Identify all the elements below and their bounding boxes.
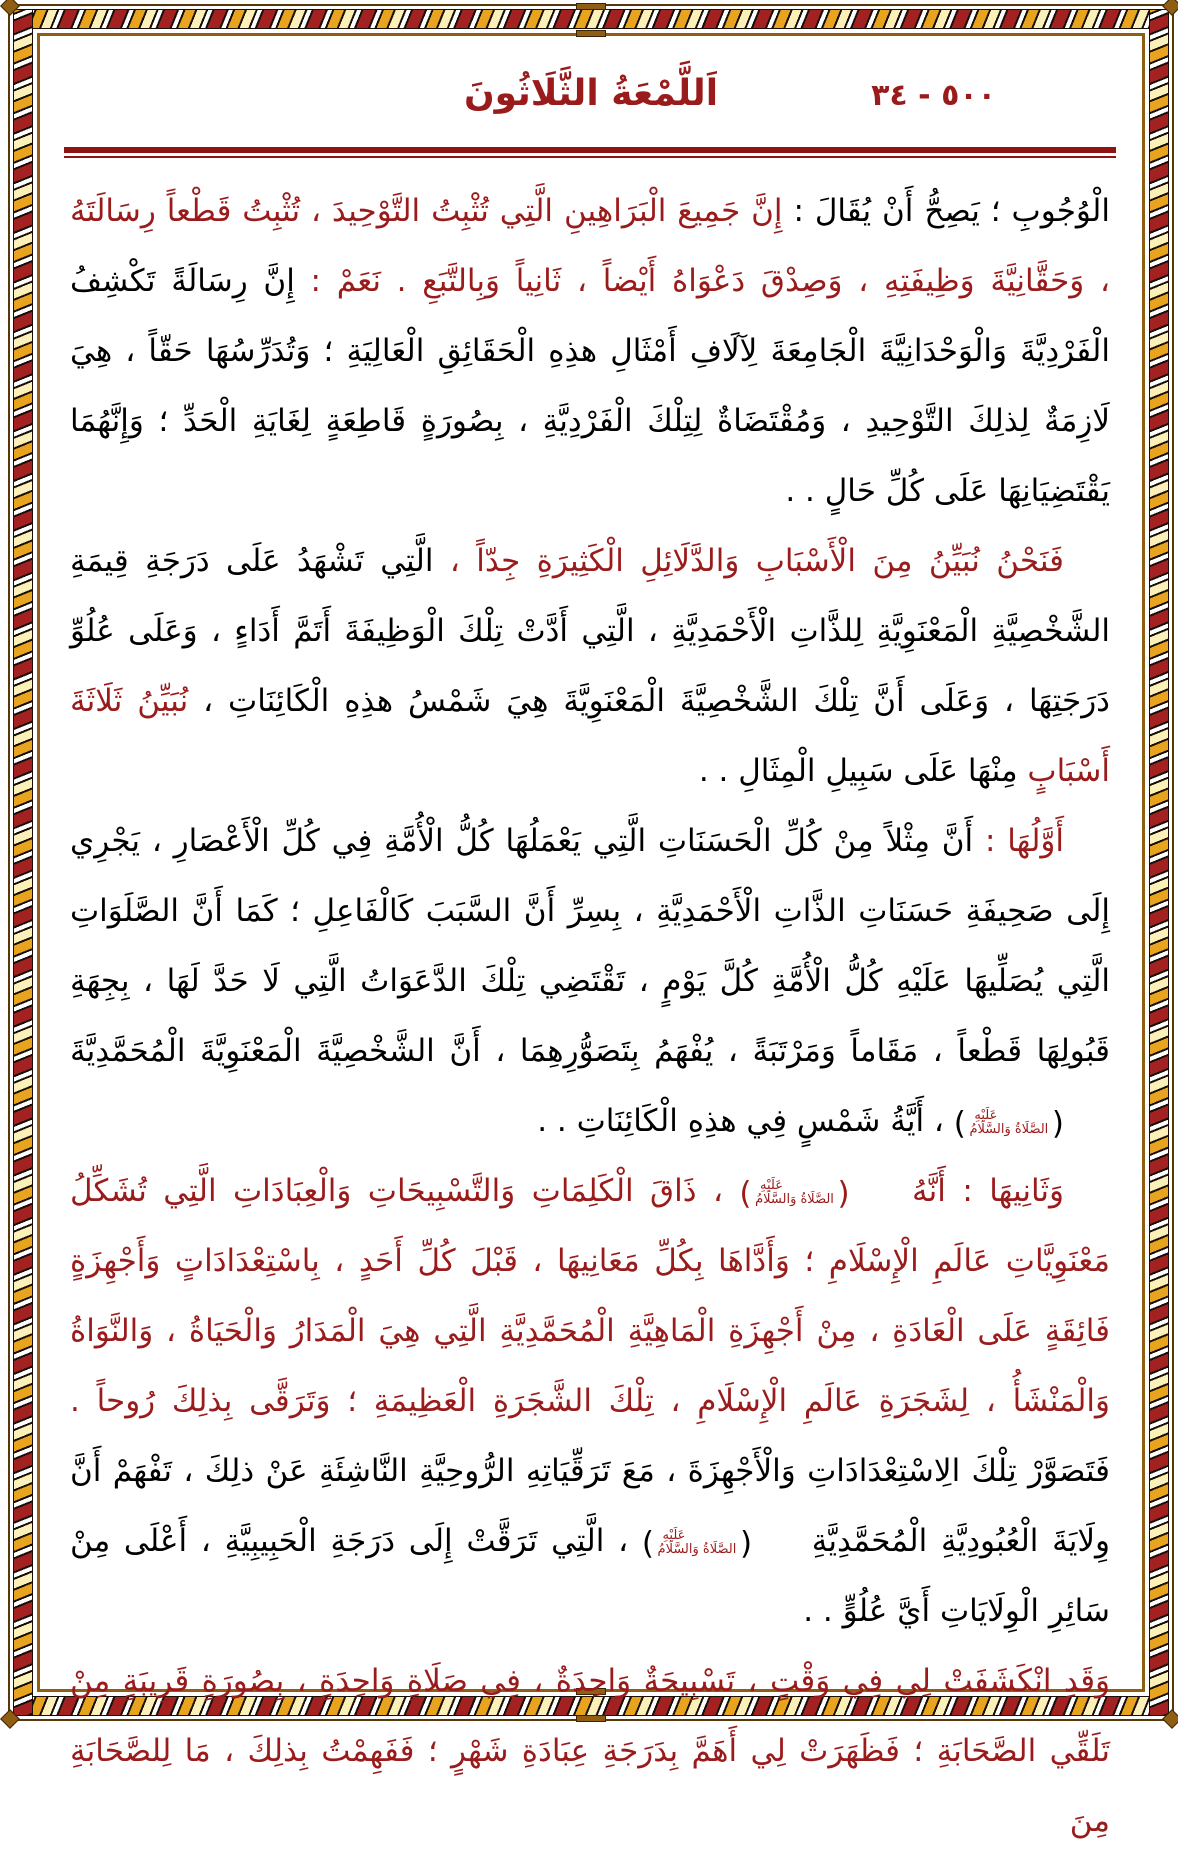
- paragraph: [70, 176, 1110, 526]
- frame-braid-left: [13, 9, 33, 1716]
- seal-close-paren: ): [641, 1525, 654, 1562]
- text-segment: وَقَدِ انْكَشَفَتْ لِي فِي وَقْتٍ ، تَسْبِيحَةٌ وَاحِدَةٌ ، فِي صَلَاةٍ وَاحِدَةٍ ، بِصُورَةٍ قَرِيبَةٍ مِنْ تَلَقِّي الصَّحَابَةِ ؛ فَظَهَرَتْ لِي أَهَمَّ بِدَرَجَةِ عِبَادَةِ شَهْرٍ ؛ فَفَهِمْتُ بِذلِكَ ، مَا لِلصَّحَابَةِ مِنَ: [70, 1663, 1110, 1839]
- paragraph: [70, 806, 1110, 1156]
- page-number: ٥٠٠ - ٣٤: [871, 78, 996, 113]
- text-segment: وَثَانِيهَا : أَنَّهُ: [895, 1173, 1064, 1209]
- text-segment: الَّتِي تَشْهَدُ عَلَى دَرَجَةِ قِيمَةِ الشَّخْصِيَّةِ الْمَعْنَوِيَّةِ لِلذَّاتِ الْأَحْمَدِيَّةِ ، الَّتِي أَدَّتْ تِلْكَ الْوَظِيفَةَ أَتَمَّ أَدَاءٍ ، وَعَلَى عُلُوِّ دَرَجَتِهَا ، وَعَلَى أَنَّ تِلْكَ الشَّخْصِيَّةَ الْمَعْنَوِيَّةَ هِيَ شَمْسُ هذِهِ الْكَائِنَاتِ ،: [70, 543, 1110, 719]
- paragraph: [70, 1156, 1110, 1646]
- text-segment: ، الَّتِي تَرَقَّتْ إِلَى دَرَجَةِ الْحَبِيبِيَّةِ ، أَعْلَى مِنْ سَائِرِ الْوِلَايَاتِ أَيَّ عُلُوٍّ . .: [70, 1523, 1110, 1629]
- seal-open-paren: (: [837, 1175, 850, 1212]
- honorific-text: عَلَيْهِ الصَّلَاةُ وَالسَّلَامُ: [969, 1108, 1049, 1138]
- seal-close-paren: ): [739, 1175, 752, 1212]
- frame-center-tab: [576, 30, 606, 37]
- honorific-seal: [954, 1104, 1110, 1142]
- body-text: [70, 176, 1111, 1839]
- divider-thick-rule: [64, 147, 1116, 153]
- text-segment: الْوُجُوبِ ؛ يَصِحُّ أَنْ يُقَالَ :: [782, 193, 1110, 229]
- paragraph: [70, 1646, 1110, 1856]
- honorific-text: عَلَيْهِ الصَّلَاةُ وَالسَّلَامُ: [657, 1528, 737, 1558]
- text-segment: إِنَّ رِسَالَةً تَكْشِفُ الْفَرْدِيَّةَ وَالْوَحْدَانِيَّةَ الْجَامِعَةَ لِآلَافِ أَمْثَالِ هذِهِ الْحَقَائِقِ الْعَالِيَةِ ؛ وَتُدَرِّسُهَا حَقّاً ، هِيَ لَازِمَةٌ لِذلِكَ التَّوْحِيدِ ، وَمُقْتَضَاةٌ لِتِلْكَ الْفَرْدِيَّةِ ، بِصُورَةٍ قَاطِعَةٍ لِغَايَةِ الْحَدِّ ؛ وَإِنَّهُمَا يَقْتَضِيَانِهَا عَلَى كُلِّ حَالٍ . .: [70, 263, 1110, 509]
- text-segment: إِنَّ جَمِيعَ الْبَرَاهِينِ الَّتِي تُثْبِتُ التَّوْحِيدَ ، تُثْبِتُ قَطْعاً رِسَالَتَهُ ، وَحَقَّانِيَّةَ وَظِيفَتِهِ ، وَصِدْقَ دَعْوَاهُ أَيْضاً ، ثَانِياً وَبِالتَّبَعِ . نَعَمْ :: [70, 193, 1110, 299]
- paragraph: [70, 526, 1110, 806]
- seal-open-paren: (: [739, 1525, 753, 1562]
- seal-open-paren: (: [1051, 1105, 1064, 1142]
- text-segment: ، ذَاقَ الْكَلِمَاتِ وَالتَّسْبِيحَاتِ وَالْعِبَادَاتِ الَّتِي تُشَكِّلُ مَعْنَوِيَّاتِ عَالَمِ الْإِسْلَامِ ؛ وَأَدَّاهَا بِكُلِّ مَعَانِيهَا ، قَبْلَ كُلِّ أَحَدٍ ، بِاسْتِعْدَادَاتٍ وَأَجْهِزَةٍ فَائِقَةٍ عَلَى الْعَادَةِ ، مِنْ أَجْهِزَةِ الْمَاهِيَّةِ الْمُحَمَّدِيَّةِ الَّتِي هِيَ الْمَدَارُ وَالْحَيَاةُ ، وَالنَّوَاةُ وَالْمَنْشَأُ ، لِشَجَرَةِ عَالَمِ الْإِسْلَامِ ، تِلْكَ الشَّجَرَةِ الْعَظِيمَةِ ؛ وَتَرَقَّى بِذلِكَ رُوحاً .: [70, 1173, 1110, 1419]
- seal-close-paren: ): [953, 1105, 966, 1142]
- frame-center-tab: [576, 3, 606, 10]
- honorific-text: عَلَيْهِ الصَّلَاةُ وَالسَّلَامُ: [755, 1178, 834, 1208]
- divider-thin-rule: [64, 156, 1116, 158]
- page-title: اَللَّمْعَةُ الثَّلَاثُونَ: [463, 73, 719, 114]
- frame-braid-right: [1149, 9, 1169, 1716]
- text-segment: ، أَيَّةُ شَمْسٍ فِي هذِهِ الْكَائِنَاتِ . .: [537, 1103, 954, 1139]
- honorific-seal: [642, 1524, 798, 1562]
- book-page: [4, 0, 1178, 1839]
- text-segment: فَتَصَوَّرْ تِلْكَ الِاسْتِعْدَادَاتِ وَالْأَجْهِزَةَ ، مَعَ تَرَقِّيَاتِهِ الرُّوحِيَّةِ النَّاشِئَةِ عَنْ ذلِكَ ، تَفْهَمْ أَنَّ وِلَايَةَ الْعُبُودِيَّةِ الْمُحَمَّدِيَّةِ: [70, 1453, 1111, 1559]
- text-segment: مِنْهَا عَلَى سَبِيلِ الْمِثَالِ . .: [698, 753, 1018, 789]
- text-segment: فَنَحْنُ نُبَيِّنُ مِنَ الْأَسْبَابِ وَالدَّلَائِلِ الْكَثِيرَةِ جِدّاً ،: [433, 543, 1064, 579]
- text-segment: أَوَّلُهَا :: [973, 823, 1064, 859]
- text-segment: نُبَيِّنُ ثَلَاثَةَ أَسْبَابٍ: [70, 683, 1110, 789]
- honorific-seal: [739, 1174, 895, 1212]
- header-divider: [64, 147, 1116, 158]
- frame-braid-top: [13, 9, 1169, 29]
- text-segment: أَنَّ مِثْلاً مِنْ كُلِّ الْحَسَنَاتِ الَّتِي يَعْمَلُهَا كُلُّ الْأُمَّةِ فِي كُلِّ الْأَعْصَارِ ، يَجْرِي إِلَى صَحِيفَةِ حَسَنَاتِ الذَّاتِ الْأَحْمَدِيَّةِ ، بِسِرِّ أَنَّ السَّبَبَ كَالْفَاعِلِ ؛ كَمَا أَنَّ الصَّلَوَاتِ الَّتِي يُصَلِّيهَا عَلَيْهِ كُلُّ الْأُمَّةِ كُلَّ يَوْمٍ ، تَقْتَضِي تِلْكَ الدَّعَوَاتُ الَّتِي لَا حَدَّ لَهَا ، بِجِهَةِ قَبُولِهَا قَطْعاً ، مَقَاماً وَمَرْتَبَةً ، يُفْهَمُ بِتَصَوُّرِهِمَا ، أَنَّ الشَّخْصِيَّةَ الْمَعْنَوِيَّةَ الْمُحَمَّدِيَّةَ: [70, 823, 1110, 1069]
